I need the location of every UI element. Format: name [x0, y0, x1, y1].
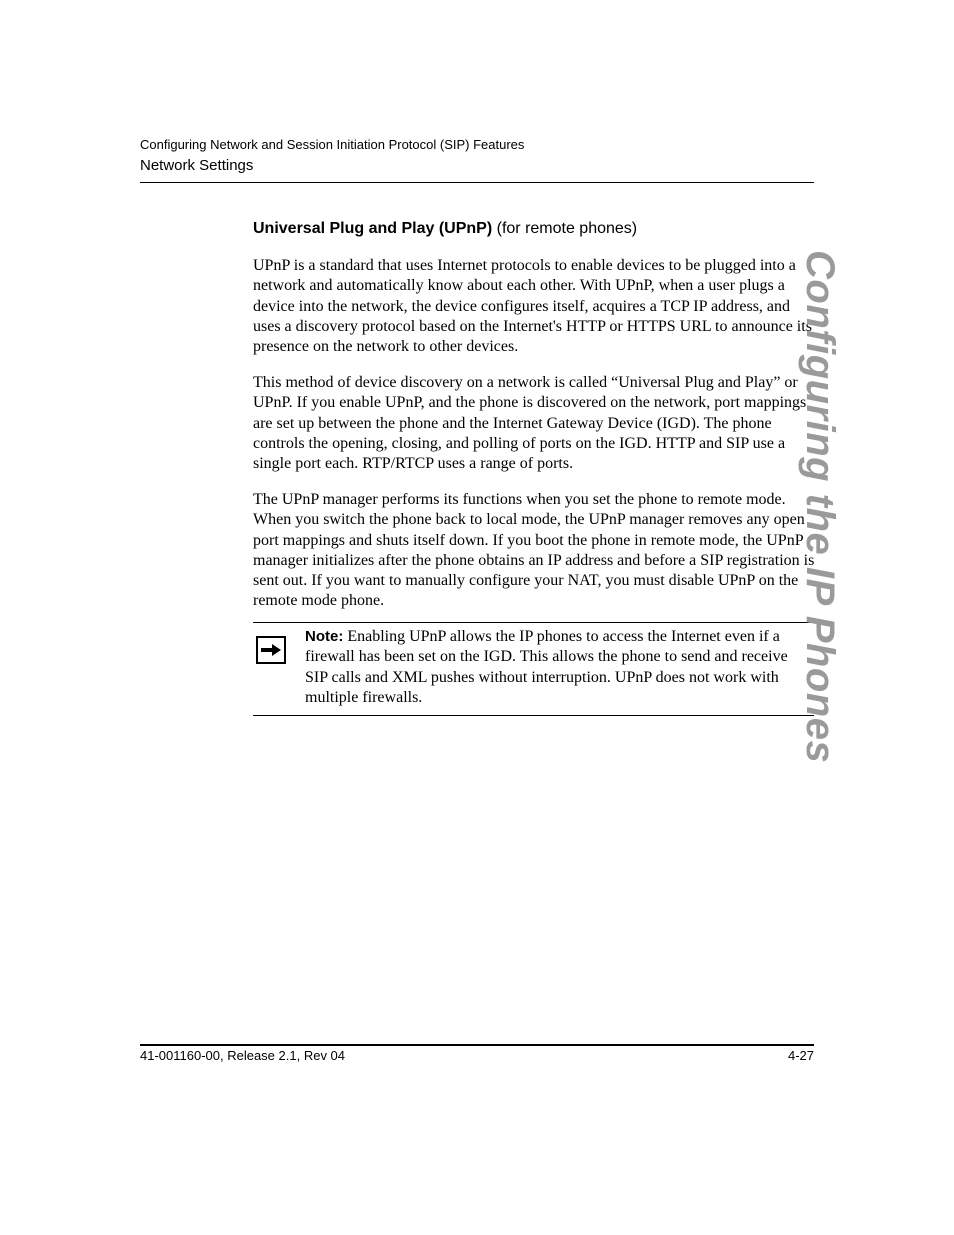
note-body: Enabling UPnP allows the IP phones to access the Internet even if a firewall has been set on the IGD. This allows the phone to send and receive SIP calls and XML pushes without interruption. UPnP does not work with multiple firewalls. — [305, 628, 788, 706]
arrow-right-icon — [256, 636, 286, 664]
note-label: Note: — [305, 628, 344, 645]
running-header-chapter: Configuring Network and Session Initiation Protocol (SIP) Features — [140, 137, 525, 152]
section-heading-title: Universal Plug and Play (UPnP) — [253, 220, 493, 237]
footer-page-number: 4-27 — [787, 1048, 814, 1063]
header-divider — [140, 182, 814, 183]
section-heading — [253, 219, 637, 239]
arrow-right-icon-graphic — [260, 643, 282, 657]
footer-document-id: 41-001160-00, Release 2.1, Rev 04 — [140, 1048, 346, 1063]
note-top-divider — [253, 622, 814, 623]
footer-divider — [140, 1044, 814, 1046]
section-heading-qualifier: (for remote phones) — [492, 220, 638, 237]
running-header-section: Network Settings — [140, 157, 254, 174]
body-paragraph: The UPnP manager performs its functions when you set the phone to remote mode. When you switch the phone back to local mode, the UPnP manager removes any open port mappings and shuts itself down. If you boot the phone in remote mode, the UPnP manager initializes after the phone obtains an IP address and before a SIP registration is sent out. If you want to manually configure your NAT, you must disable UPnP on the remote mode phone. — [253, 491, 815, 610]
body-paragraph: UPnP is a standard that uses Internet protocols to enable devices to be plugged into a network and automatically know about each other. With UPnP, when a user plugs a device into the network, the device configures itself, acquires a TCP IP address, and uses a discovery protocol based on the Internet's HTTP or HTTPS URL to announce its presence on the network to other devices. — [253, 257, 812, 356]
chapter-side-tab-text: Configuring the IP Phones — [798, 250, 842, 764]
note-text — [305, 627, 811, 708]
note-bottom-divider — [253, 715, 814, 716]
body-paragraph: This method of device discovery on a network is called “Universal Plug and Play” or UPnP. If you enable UPnP, and the phone is discovered on the network, port mappings are set up between the phone and the Internet Gateway Device (IGD). The phone controls the opening, closing, and polling of ports on the IGD. HTTP and SIP use a single port each. RTP/RTCP uses a range of ports. — [253, 374, 807, 473]
